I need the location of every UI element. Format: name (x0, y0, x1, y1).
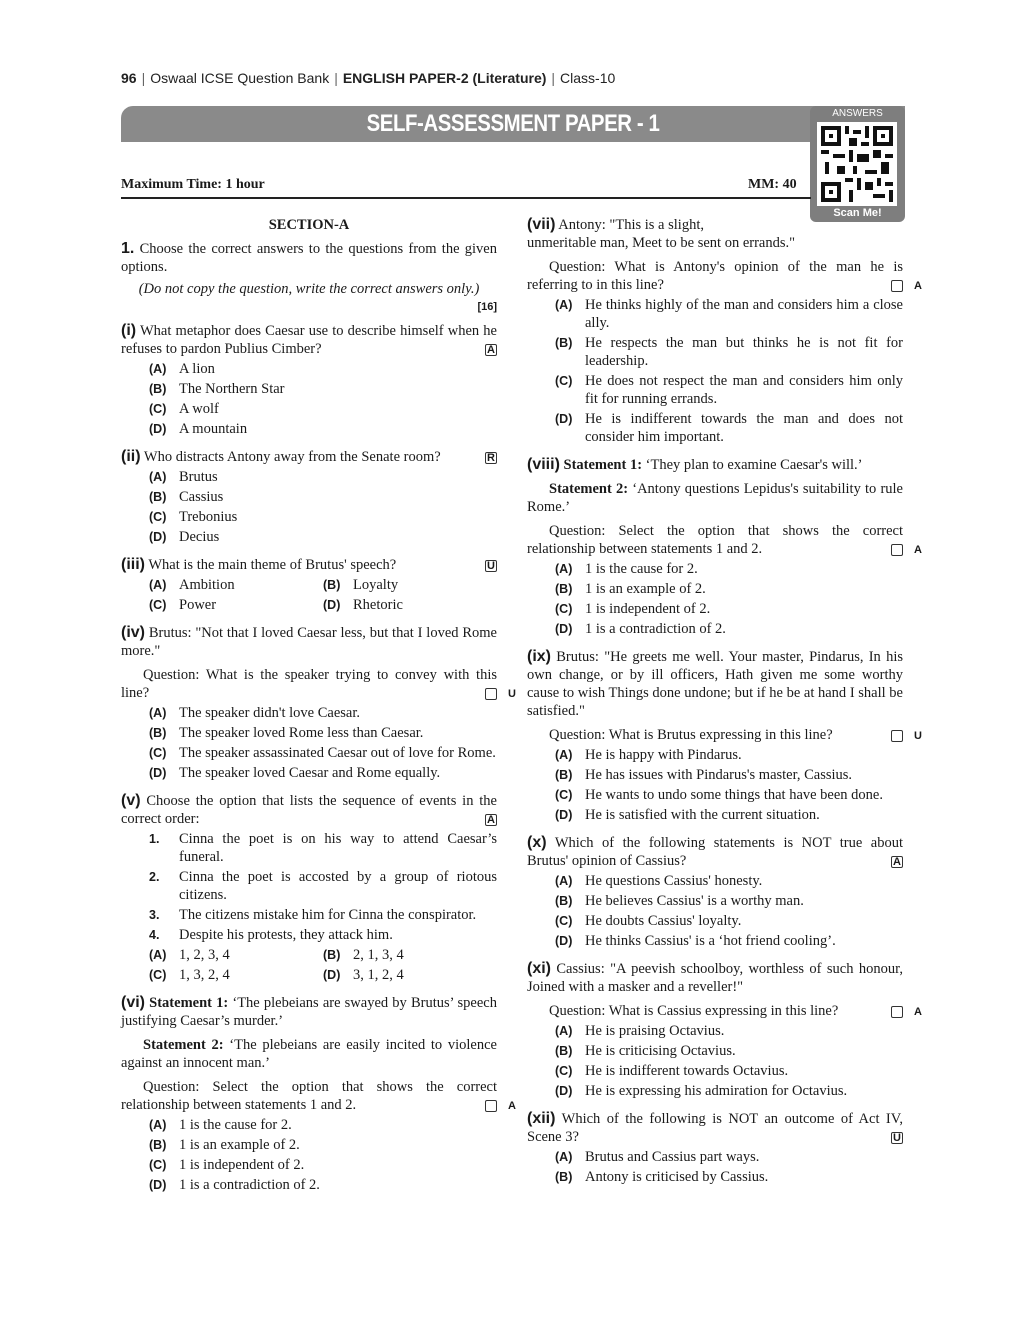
running-header: 96 | Oswaal ICSE Question Bank | ENGLISH PAPER-2 (Literature) | Class-10 (121, 70, 616, 86)
option-row: (C) 1, 3, 2, 4 (D) 3, 1, 2, 4 (149, 967, 404, 983)
question-vi-s2: Statement 2: ‘The plebeians are easily incited to violence against an innocent man.’ (121, 1037, 497, 1071)
option-row: (A) Ambition (B) Loyalty (149, 577, 399, 593)
question-xi-sub: Question: What is Cassius expressing in this line? A (549, 1003, 922, 1019)
question-viii-s2: Statement 2: ‘Antony questions Lepidus's suitability to rule Rome.’ (527, 481, 903, 515)
option-row: (C) Power (D) Rhetoric (149, 597, 403, 613)
option: (C) A wolf (149, 401, 219, 417)
option: (C) He does not respect the man and considers him only fit for running errands. (555, 373, 903, 407)
qr-code-icon[interactable] (817, 122, 897, 206)
paper-title: SELF-ASSESSMENT PAPER - 1 (366, 110, 660, 137)
option: (B) He is criticising Octavius. (555, 1043, 736, 1059)
option: (B) Cassius (149, 489, 224, 505)
subject-title: ENGLISH PAPER-2 (Literature) (342, 70, 547, 86)
question-viii: (viii) Statement 1: ‘They plan to examine Caesar's will.’ (527, 456, 863, 473)
option: (D) He thinks Cassius' is a ‘hot friend cooling’. (555, 933, 836, 949)
max-time: Maximum Time: 1 hour (121, 177, 265, 192)
option: (A) A lion (149, 361, 215, 377)
qr-label: ANSWERS (832, 108, 883, 119)
event: 2. Cinna the poet is accosted by a group of riotous citizens. (149, 869, 497, 903)
option: (B) 1 is an example of 2. (555, 581, 706, 597)
question-xi: (xi) Cassius: "A peevish schoolboy, worthless of such honour, Joined with a masker and a reveller!" (527, 960, 903, 995)
option: (D) He is satisfied with the current situation. (555, 807, 820, 823)
option: (C) 1 is independent of 2. (149, 1157, 305, 1173)
option: (C) He wants to undo some things that have been done. (555, 787, 883, 803)
event: 4. Despite his protests, they attack him. (149, 927, 393, 943)
option: (C) He is indifferent towards Octavius. (555, 1063, 789, 1079)
question-i: (i) What metaphor does Caesar use to describe himself when he refuses to pardon Publius Cimber? A (121, 322, 497, 357)
option: (A) He is happy with Pindarus. (555, 747, 742, 763)
understand-tag-icon: U (485, 560, 497, 572)
option: (B) Antony is criticised by Cassius. (555, 1169, 769, 1185)
option: (B) The speaker loved Rome less than Caesar. (149, 725, 424, 741)
apply-tag-icon: A (891, 856, 903, 868)
option: (C) Trebonius (149, 509, 238, 525)
apply-tag-icon: A (891, 1006, 903, 1018)
apply-tag-icon: A (891, 544, 903, 556)
page-number: 96 (121, 70, 137, 86)
title-banner (121, 106, 905, 142)
option: (A) 1 is the cause for 2. (149, 1117, 292, 1133)
option: (A) He questions Cassius' honesty. (555, 873, 763, 889)
class-label: Class-10 (560, 70, 616, 86)
event: 3. The citizens mistake him for Cinna the conspirator. (149, 907, 477, 923)
option: (A) Brutus and Cassius part ways. (555, 1149, 760, 1165)
option: (D) 1 is a contradiction of 2. (149, 1177, 320, 1193)
question-iv-sub: Question: What is the speaker trying to convey with this line? U (121, 667, 516, 701)
option: (B) 1 is an example of 2. (149, 1137, 300, 1153)
remember-tag-icon: R (485, 452, 497, 464)
question-xii: (xii) Which of the following is NOT an outcome of Act IV, Scene 3? U (527, 1110, 903, 1145)
left-column (121, 216, 516, 1194)
option: (B) He has issues with Pindarus's master, Cassius. (555, 767, 853, 783)
question-viii-sub: Question: Select the option that shows the correct relationship between statements 1 and 2. A (527, 523, 922, 557)
question-ii: (ii) Who distracts Antony away from the Senate room? R (121, 448, 497, 466)
event: 1. Cinna the poet is on his way to attend Caesar’s funeral. (149, 831, 497, 865)
option: (C) He doubts Cassius' loyalty. (555, 913, 742, 929)
qr-scan-label: Scan Me! (833, 207, 882, 219)
question-iii: (iii) What is the main theme of Brutus' speech? U (121, 556, 497, 574)
option: (C) 1 is independent of 2. (555, 601, 711, 617)
understand-tag-icon: U (891, 1132, 903, 1144)
apply-tag-icon: A (485, 1100, 497, 1112)
q1-instruction: 1. Choose the correct answers to the questions from the given options. (121, 240, 497, 275)
option: (D) He is expressing his admiration for Octavius. (555, 1083, 848, 1099)
question-vii-sub: Question: What is Antony's opinion of the man he is referring to in this line? A (527, 259, 922, 293)
max-marks: MM: 40 (748, 177, 797, 192)
option: (A) Brutus (149, 469, 218, 485)
question-v: (v) Choose the option that lists the sequence of events in the correct order: A (121, 792, 497, 827)
understand-tag-icon: U (485, 688, 497, 700)
option: (B) He respects the man but thinks he is not fit for leadership. (555, 335, 903, 369)
q1-marks: [16] (477, 301, 497, 313)
option-row: (A) 1, 2, 3, 4 (B) 2, 1, 3, 4 (149, 947, 404, 963)
question-ix-sub: Question: What is Brutus expressing in this line? U (549, 727, 922, 743)
option: (A) The speaker didn't love Caesar. (149, 705, 360, 721)
option: (D) He is indifferent towards the man and does not consider him important. (555, 411, 903, 445)
answers-qr-panel[interactable] (810, 106, 905, 222)
question-iv: (iv) Brutus: "Not that I loved Caesar less, but that I loved Rome more." (121, 624, 497, 659)
option: (A) He thinks highly of the man and considers him a close ally. (555, 297, 903, 331)
question-vii: (vii) Antony: "This is a slight, unmeritable man, Meet to be sent on errands." (527, 216, 796, 251)
option: (D) Decius (149, 529, 220, 545)
section-heading: SECTION-A (268, 217, 350, 233)
option: (A) 1 is the cause for 2. (555, 561, 698, 577)
header-divider (121, 197, 811, 199)
question-vi-sub: Question: Select the option that shows the correct relationship between statements 1 and 2. A (121, 1079, 516, 1113)
question-ix: (ix) Brutus: "He greets me well. Your master, Pindarus, In his own change, or by ill officers, Hath given me some worthy cause to wish Things done undone; but if he be at hand I shall be satisfied." (527, 648, 903, 719)
option: (B) The Northern Star (149, 381, 285, 397)
option: (A) He is praising Octavius. (555, 1023, 725, 1039)
apply-tag-icon: A (485, 814, 497, 826)
option: (B) He believes Cassius' is a worthy man. (555, 893, 804, 909)
option: (D) The speaker loved Caesar and Rome equally. (149, 765, 441, 781)
option: (D) 1 is a contradiction of 2. (555, 621, 726, 637)
option: (C) The speaker assassinated Caesar out of love for Rome. (149, 745, 496, 761)
right-column (527, 216, 922, 1186)
apply-tag-icon: A (891, 280, 903, 292)
q1-note: (Do not copy the question, write the correct answers only.) (138, 281, 480, 297)
apply-tag-icon: A (485, 344, 497, 356)
question-vi: (vi) Statement 1: ‘The plebeians are swayed by Brutus’ speech justifying Caesar’s murder.’ (121, 994, 497, 1029)
option: (D) A mountain (149, 421, 248, 437)
question-x: (x) Which of the following statements is NOT true about Brutus' opinion of Cassius? A (527, 834, 903, 869)
book-title: Oswaal ICSE Question Bank (150, 70, 330, 86)
understand-tag-icon: U (891, 730, 903, 742)
